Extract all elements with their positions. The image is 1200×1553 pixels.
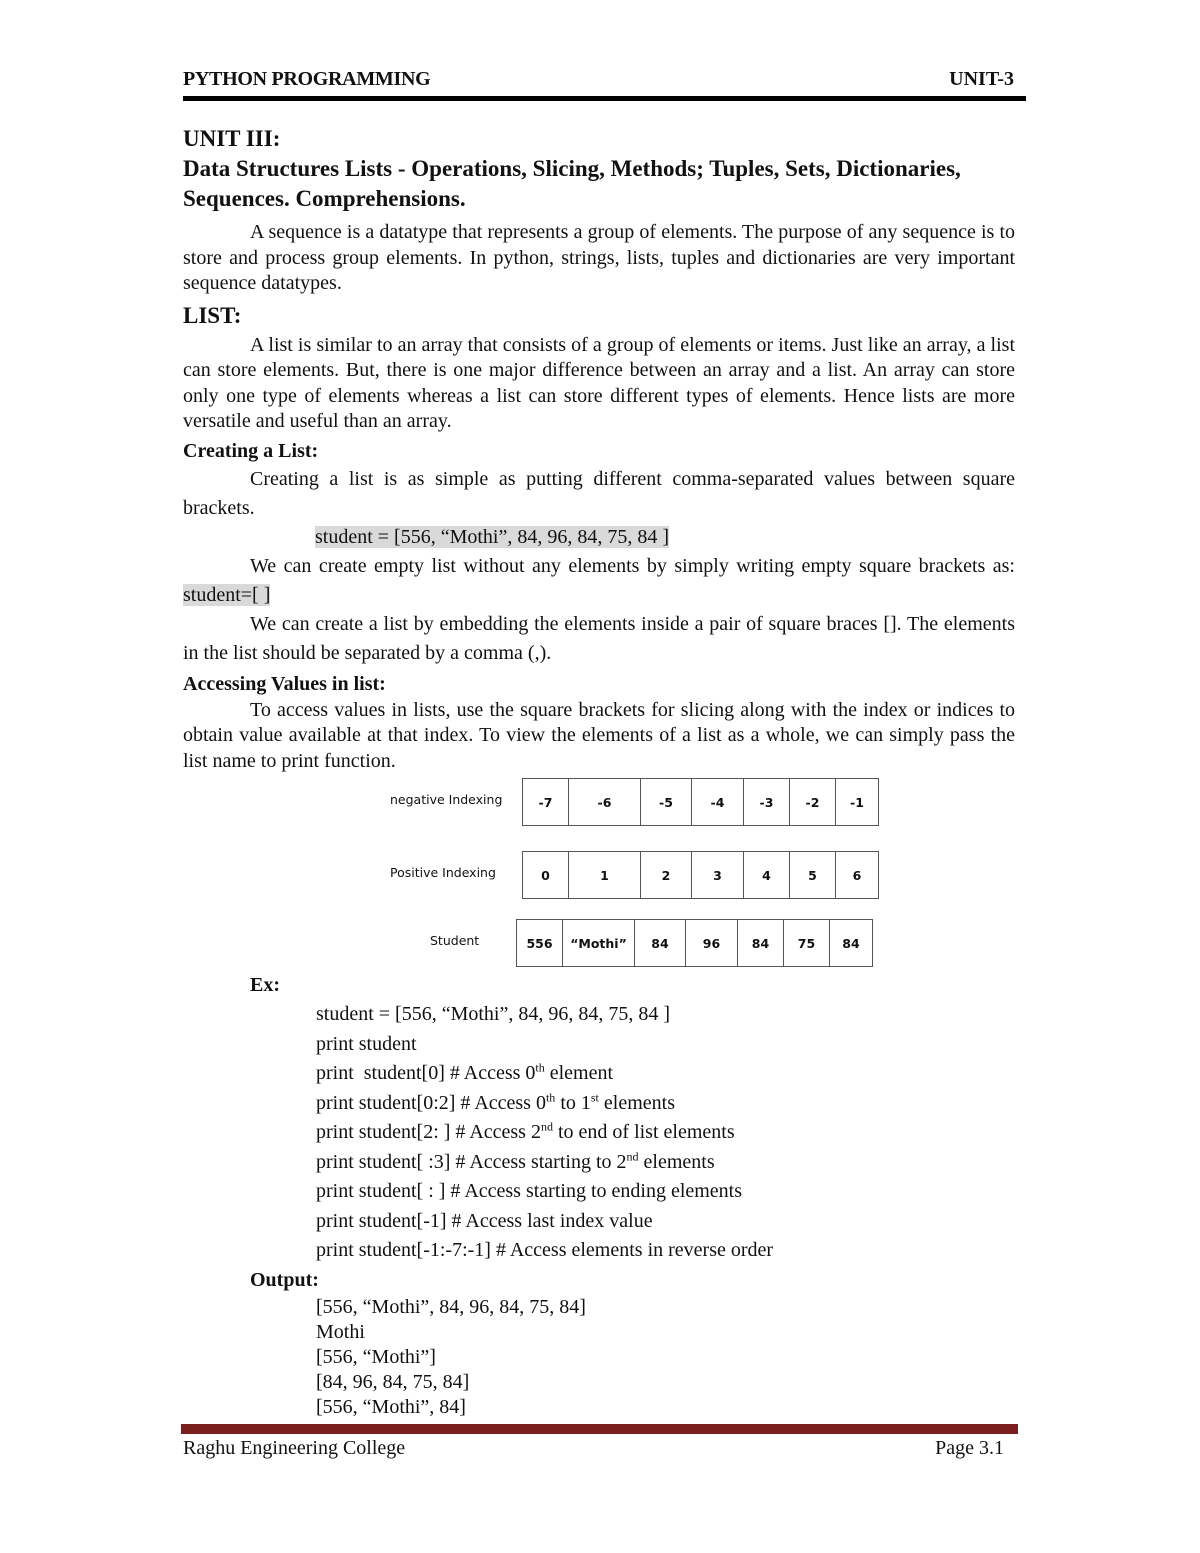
output-line: [84, 96, 84, 75, 84] [316,1370,470,1393]
page-content [183,124,1015,774]
index-cell: -6 [569,779,641,825]
intro-paragraph: A sequence is a datatype that represents a group of elements. The purpose of any sequence is to store and process group elements. In python, strings, lists, tuples and dictionaries are very important sequence datatypes. [183,221,1015,294]
negative-indexing-label: negative Indexing [390,792,503,807]
code-text: element [544,1062,614,1084]
value-cell: 84 [635,920,686,966]
value-cell: 96 [686,920,738,966]
code-text: print student[ :3] # Access starting to 2 [316,1150,627,1173]
topics-heading: Data Structures Lists - Operations, Slicing, Methods; Tuples, Sets, Dictionaries, Sequences. Comprehensions. [183,156,961,211]
student-value-row [516,919,873,967]
code-line: print student [316,1032,417,1055]
code-line: student = [556, “Mothi”, 84, 96, 84, 75, 84 ] [316,1003,671,1025]
code-text: to 1 [555,1091,591,1114]
code-sup: th [535,1060,545,1075]
value-cell: 84 [738,920,784,966]
code-text: print student[2: ] # Access 2 [316,1121,541,1143]
code-sup: th [545,1089,556,1104]
index-cell: -2 [790,779,836,825]
index-cell: -3 [744,779,790,825]
empty-code: student=[ ] [183,583,271,606]
index-cell: 5 [790,852,836,898]
code-line [316,1118,1030,1148]
output-label: Output: [250,1268,319,1291]
empty-paragraph [183,552,1015,610]
code-text: elements [598,1091,675,1114]
output-line: Mothi [316,1320,365,1343]
list-heading: LIST: [183,302,242,328]
list-paragraph: A list is similar to an array that consists of a group of elements or items. Just like an array, a list can store elements. But, there is one major difference between an array and a list. An array can store only one type of elements whereas a list can store different types of elements. Hence lists are more versatile and useful than an array. [183,333,1015,432]
ex-label: Ex: [250,974,280,996]
value-cell: “Mothi” [563,920,635,966]
footer-rule [181,1424,1018,1434]
index-cell: 1 [569,852,641,898]
index-diagram [380,776,900,976]
index-cell: 3 [692,852,744,898]
index-cell: -7 [523,779,569,825]
footer-page-number: Page 3.1 [935,1437,1004,1459]
index-cell: -5 [641,779,692,825]
code-line: print student[ : ] # Access starting to ending elements [316,1180,743,1202]
accessing-heading: Accessing Values in list: [183,672,386,695]
output-line: [556, “Mothi”] [316,1345,436,1368]
output-line: [556, “Mothi”, 84, 96, 84, 75, 84] [316,1295,586,1318]
code-sup: nd [626,1148,639,1163]
code-sup: st [590,1089,599,1104]
unit-title: UNIT III: [183,126,281,151]
positive-index-row [522,851,879,899]
code-text: print student[0:2] # Access 0 [316,1091,546,1114]
index-cell: 4 [744,852,790,898]
value-cell: 75 [784,920,830,966]
code-sup: nd [540,1119,553,1134]
value-cell: 556 [517,920,563,966]
student-label: Student [430,933,480,948]
code-line: print student[-1:-7:-1] # Access elements in reverse order [316,1239,774,1261]
code-line [316,1059,1030,1089]
value-cell: 84 [842,935,860,951]
code-text: elements [638,1150,715,1173]
creating-paragraph: Creating a list is as simple as putting different comma-separated values between square brackets. [183,467,1015,519]
empty-paragraph-text: We can create empty list without any elements by simply writing empty square brackets as: [250,554,1015,577]
code-line [316,1148,1030,1178]
embed-paragraph: We can create a list by embedding the elements inside a pair of square braces []. The elements in the list should be separated by a comma (,). [183,612,1015,664]
creating-code [315,523,1015,552]
creating-code-text: student = [556, “Mothi”, 84, 96, 84, 75, 84 ] [315,525,670,548]
negative-index-row [522,778,879,826]
index-cell: 2 [641,852,692,898]
code-text: print student[0] # Access 0 [316,1062,536,1084]
index-cell: 6 [852,867,862,883]
code-text: to end of list elements [552,1121,735,1143]
creating-heading: Creating a List: [183,439,319,462]
example-block [250,970,1030,1420]
positive-indexing-label: Positive Indexing [390,865,496,880]
index-cell: -4 [692,779,744,825]
header-rule [183,96,1026,101]
code-line [316,1089,1030,1119]
accessing-paragraph: To access values in lists, use the square brackets for slicing along with the index or indices to obtain value available at that index. To view the elements of a list as a whole, we can simply pass the list name to print function. [183,698,1015,772]
footer-college: Raghu Engineering College [183,1437,406,1459]
index-cell: -1 [850,794,864,810]
header-title: PYTHON PROGRAMMING [183,68,431,90]
index-cell: 0 [523,852,569,898]
output-line: [556, “Mothi”, 84] [316,1395,466,1418]
code-line: print student[-1] # Access last index value [316,1209,653,1232]
header-unit: UNIT-3 [949,68,1014,90]
